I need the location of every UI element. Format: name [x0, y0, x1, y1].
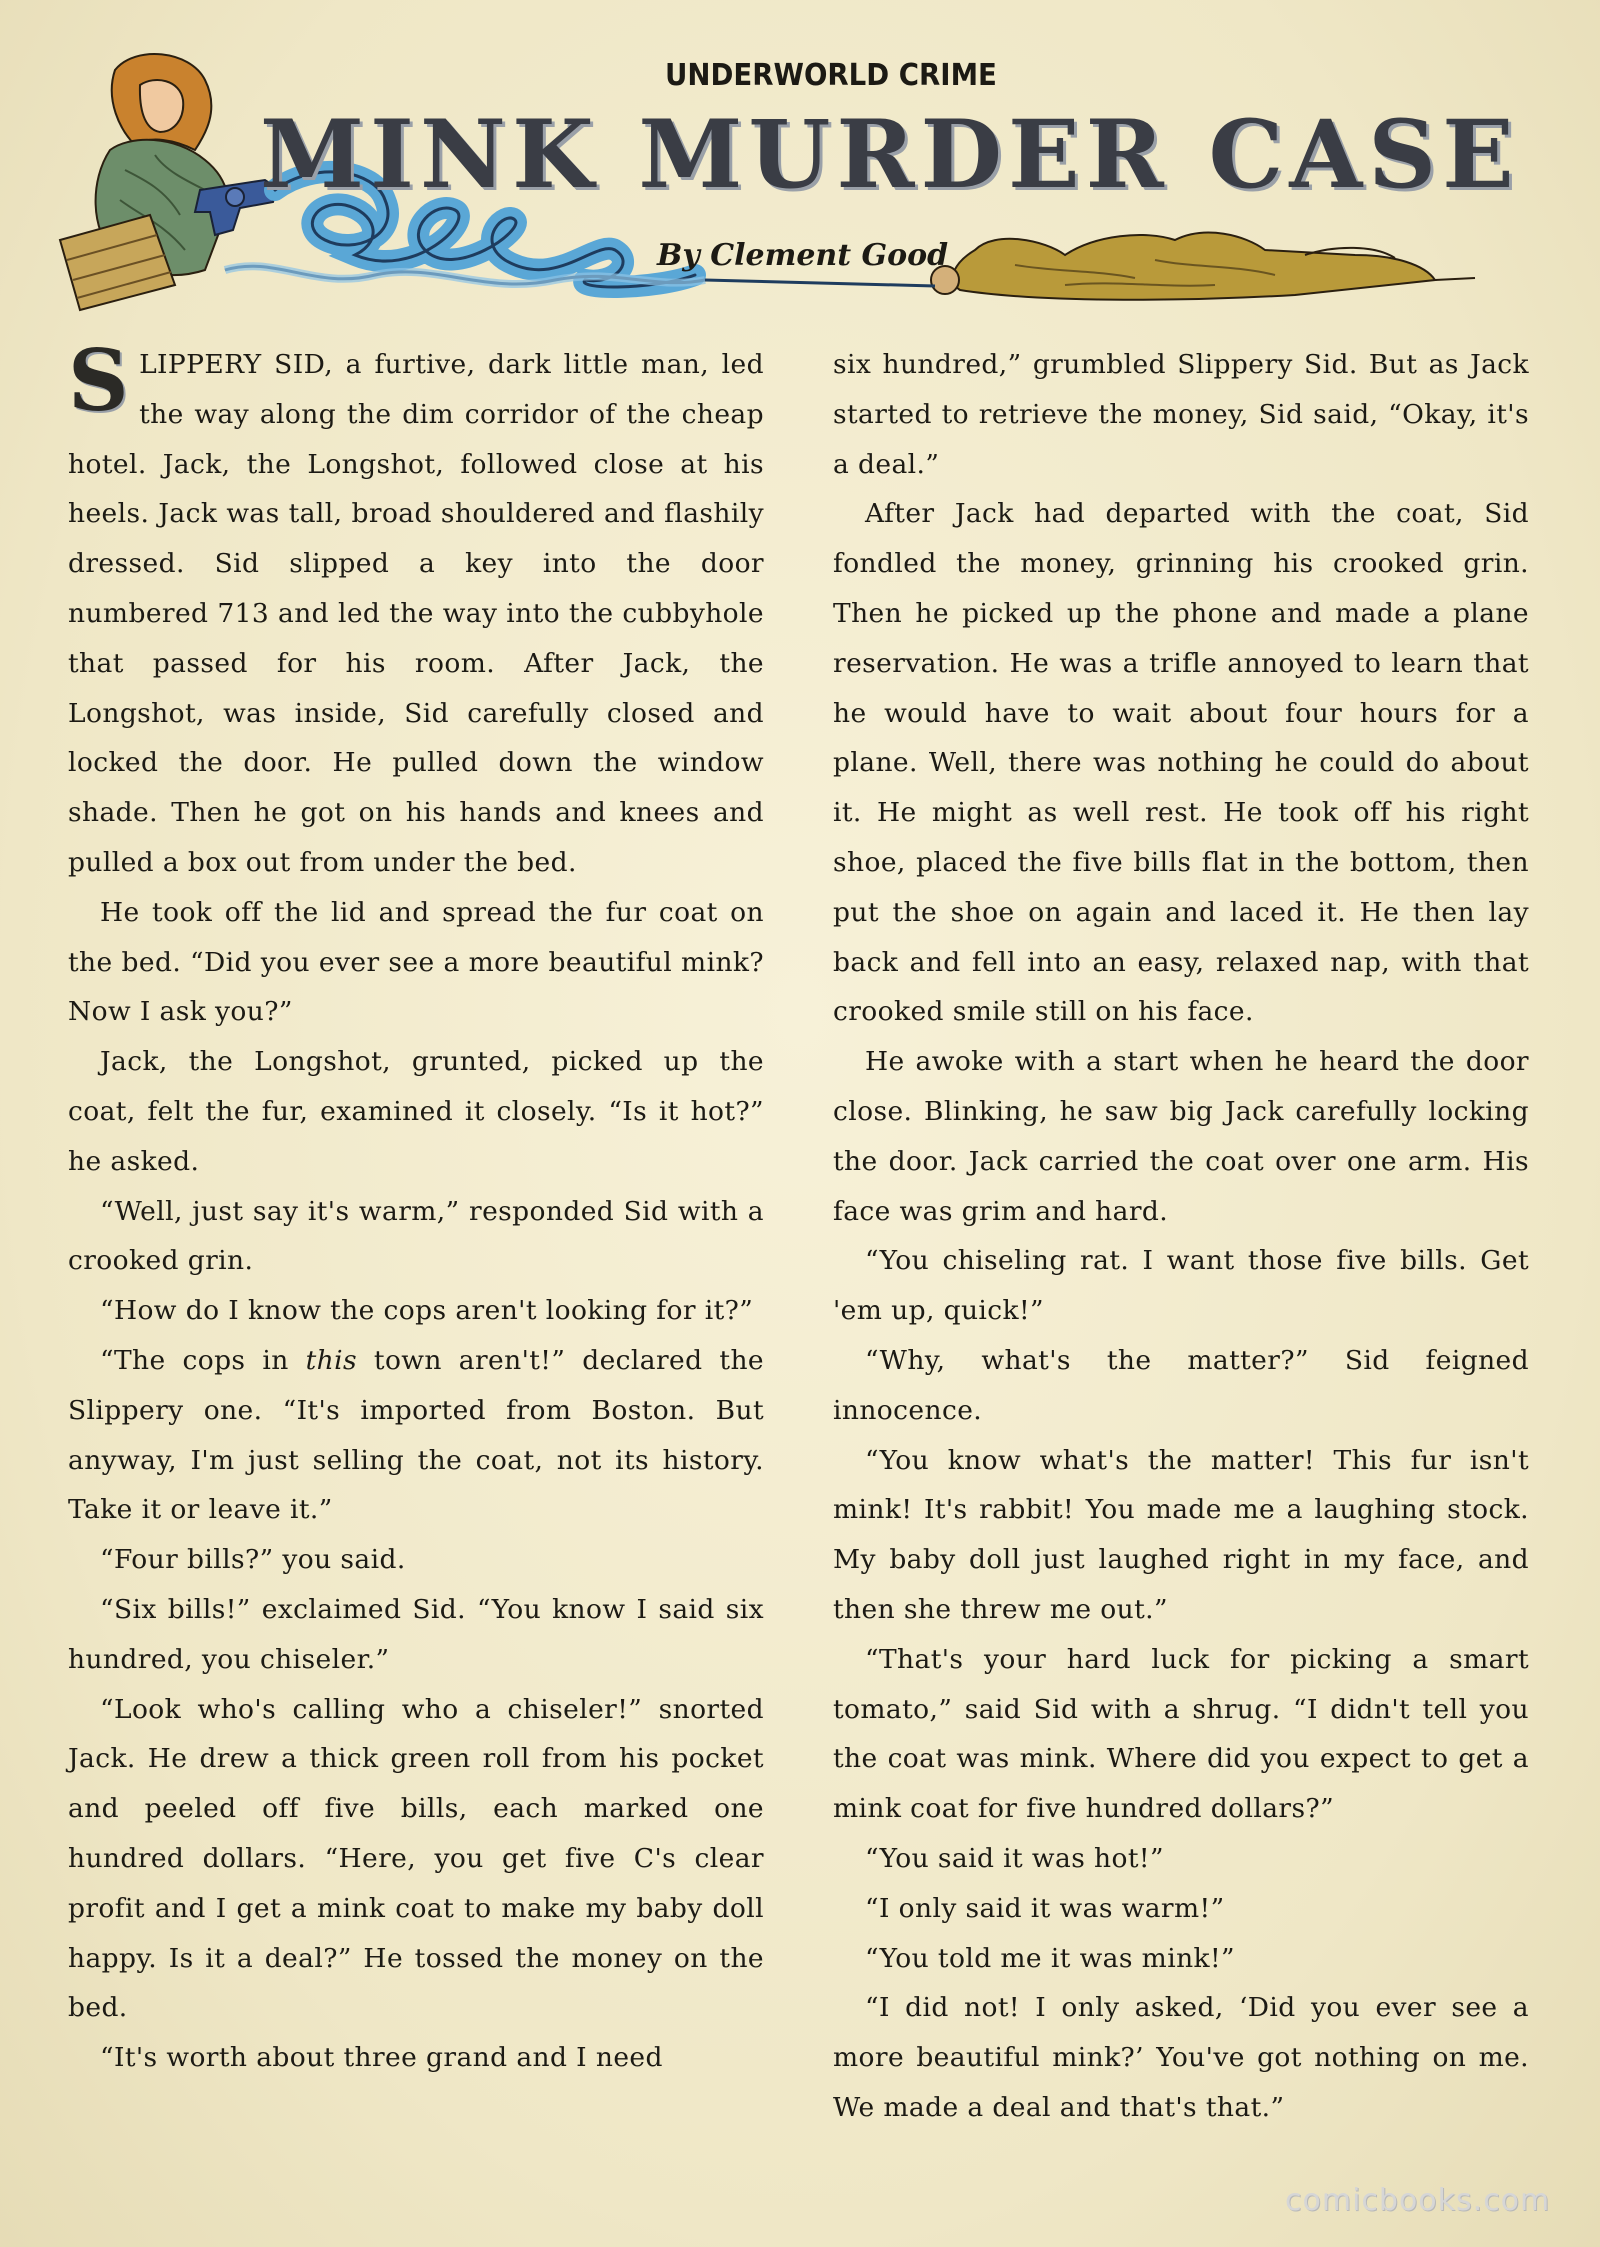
- right-column: [833, 340, 1529, 2133]
- paragraph: After Jack had departed with the coat, Sid fondled the money, grinning his crooked grin. Then he picked up the phone and made a plane reservation. He was a trifle annoyed to learn that he would have to wait about four hours for a plane. Well, there was nothing he could do about it. He might as well rest. He took off his right shoe, placed the five bills flat in the bottom, then put the shoe on again and laced it. He then lay back and fell into an easy, relaxed nap, with that crooked smile still on his face.: [833, 498, 1529, 1028]
- paragraph: “Why, what's the matter?” Sid feigned innocence.: [833, 1344, 1529, 1426]
- paragraph: six hundred,” grumbled Slippery Sid. But as Jack started to retrieve the money, Sid said, “Okay, it's a deal.”: [833, 349, 1529, 480]
- paragraph: “Look who's calling who a chiseler!” snorted Jack. He drew a thick green roll from his pocket and peeled off five bills, each marked one hundred dollars. “Here, you get five C's clear profit and I get a mink coat to make my baby doll happy. Is it a deal?” He tossed the money on the bed.: [68, 1693, 764, 2024]
- paragraph: “Four bills?” you said.: [100, 1544, 406, 1576]
- paragraph: “Well, just say it's warm,” responded Sid with a crooked grin.: [68, 1195, 764, 1277]
- paragraph: He took off the lid and spread the fur coat on the bed. “Did you ever see a more beautiful mink? Now I ask you?”: [68, 896, 764, 1028]
- emphasis-text: this: [305, 1344, 357, 1376]
- paragraph-text: town aren't!” declared the Slippery one. “It's imported from Boston. But anyway, I'm just selling the coat, not its history. Take it or leave it.”: [68, 1344, 764, 1526]
- paragraph: “Six bills!” exclaimed Sid. “You know I said six hundred, you chiseler.”: [68, 1593, 764, 1675]
- drop-cap: S: [68, 331, 130, 430]
- byline: By Clement Good: [657, 238, 949, 273]
- story-header: [55, 40, 1520, 340]
- paragraph: “You said it was hot!”: [865, 1842, 1164, 1874]
- paragraph: “That's your hard luck for picking a smart tomato,” said Sid with a shrug. “I didn't tell you the coat was mink. Where did you expect to get a mink coat for five hundred dollars?”: [833, 1643, 1529, 1825]
- paragraph: “You chiseling rat. I want those five bills. Get 'em up, quick!”: [833, 1245, 1529, 1327]
- story-title: MINK MURDER CASE: [260, 100, 1520, 210]
- series-title: UNDERWORLD CRIME: [665, 58, 997, 93]
- paragraph: “You told me it was mink!”: [865, 1942, 1236, 1974]
- paragraph: “I did not! I only asked, ‘Did you ever see a more beautiful mink?’ You've got nothing on me. We made a deal and that's that.”: [833, 1992, 1529, 2123]
- paragraph: He awoke with a start when he heard the door close. Blinking, he saw big Jack carefully locking the door. Jack carried the coat over one arm. His face was grim and hard.: [833, 1046, 1529, 1227]
- left-column: [68, 331, 764, 2083]
- paragraph: “I only said it was warm!”: [865, 1892, 1225, 1924]
- paragraph: [68, 331, 764, 888]
- paragraph: “It's worth about three grand and I need: [100, 2042, 663, 2074]
- woman-with-revolver-illustration: [60, 54, 277, 310]
- watermark: comicbooks.com: [1285, 2183, 1551, 2218]
- paragraph: Jack, the Longshot, grunted, picked up the coat, felt the fur, examined it closely. “Is it hot?” he asked.: [68, 1046, 764, 1177]
- paragraph: [68, 1336, 764, 1535]
- paragraph-text: LIPPERY SID, a furtive, dark little man, led the way along the dim corridor of the cheap hotel. Jack, the Longshot, followed close at his heels. Jack was tall, broad shouldered and flashily dressed. Sid slipped a key into the door numbered 713 and led the way into the cubbyhole that passed for his room. After Jack, the Longshot, was inside, Sid carefully closed and locked the door. He pulled down the window shade. Then he got on his hands and knees and pulled a box out from under the bed.: [68, 349, 764, 878]
- paragraph-text: “The cops in: [100, 1344, 306, 1376]
- paragraph: “You know what's the matter! This fur isn't mink! It's rabbit! You made me a laughing stock. My baby doll just laughed right in my face, and then she threw me out.”: [833, 1444, 1529, 1625]
- paragraph: “How do I know the cops aren't looking for it?”: [100, 1295, 754, 1327]
